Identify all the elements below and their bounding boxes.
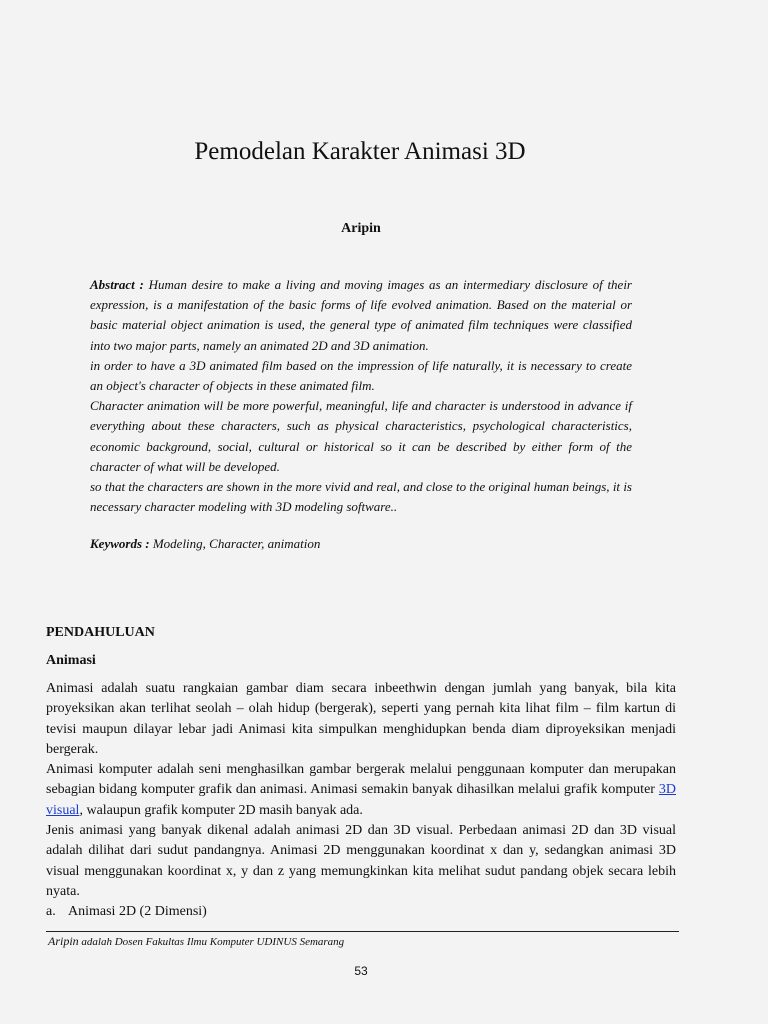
page-number: 53 [354, 964, 368, 978]
abstract-paragraph: in order to have a 3D animated film based on the impression of life naturally, it is necessary to create an object's character of objects in these animated film. [90, 357, 632, 394]
abstract-paragraph: Character animation will be more powerful, meaningful, life and character is understood in advance if everything about these characters, such as physical characteristics, psychological characteristics, economic background, social, cultural or historical so it can be described by either form of the character of what will be developed. [90, 398, 632, 474]
section-heading: PENDAHULUAN [46, 625, 155, 640]
abstract-block [90, 275, 632, 517]
abstract-text: Human desire to make a living and moving images as an intermediary disclosure of their expression, is a manifestation of the basic forms of life evolved animation. Based on the material or basic material object animation is used, the general type of animated film techniques were classified into two major parts, namely an animated 2D and 3D animation. [90, 277, 632, 353]
list-item [46, 902, 676, 922]
3d-visual-link[interactable]: 3D visual [46, 782, 676, 818]
body-text-segment: , walaupun grafik komputer 2D masih banyak ada. [79, 802, 363, 818]
abstract-label: Abstract : [90, 277, 144, 292]
body-paragraph [46, 760, 676, 821]
footnote [48, 934, 344, 949]
document-title: Pemodelan Karakter Animasi 3D [194, 138, 526, 165]
section-subheading: Animasi [46, 653, 96, 668]
body-paragraph: Jenis animasi yang banyak dikenal adalah animasi 2D dan 3D visual. Perbedaan animasi 2D dan 3D visual adalah dilihat dari sudut pandangnya. Animasi 2D menggunakan koordinat x dan y, sedangkan animasi 3D visual menggunakan koordinat x, y dan z yang memungkinkan kita melihat sudut pandang objek secara lebih nyata. [46, 823, 676, 899]
author-name: Aripin [341, 221, 381, 236]
list-item-text: Animasi 2D (2 Dimensi) [68, 904, 207, 920]
body-text-segment: Animasi komputer adalah seni menghasilkan gambar bergerak melalui penggunaan komputer dan merupakan sebagian bidang komputer grafik dan animasi. Animasi semakin banyak dihasilkan melalui grafik komputer [46, 762, 676, 798]
footnote-divider [46, 931, 679, 932]
keywords-label: Keywords : [90, 536, 150, 551]
footnote-author: Aripin [48, 934, 79, 948]
abstract-paragraph [90, 275, 632, 356]
keywords-line [90, 536, 320, 552]
body-text [46, 679, 676, 923]
keywords-text: Modeling, Character, animation [152, 536, 321, 551]
body-paragraph: Animasi adalah suatu rangkaian gambar diam secara inbeethwin dengan jumlah yang banyak, bila kita proyeksikan akan terlihat seolah – olah hidup (bergerak), seperti yang pernah kita lihat film – film kartun di tevisi maupun dilayar lebar jadi Animasi kita simpulkan menghidupkan benda diam diproyeksikan menjadi bergerak. [46, 681, 676, 757]
abstract-paragraph: so that the characters are shown in the more vivid and real, and close to the original human beings, it is necessary character modeling with 3D modeling software.. [90, 479, 632, 515]
list-marker: a. [46, 904, 56, 920]
footnote-affiliation: adalah Dosen Fakultas Ilmu Komputer UDINUS Semarang [81, 936, 345, 948]
